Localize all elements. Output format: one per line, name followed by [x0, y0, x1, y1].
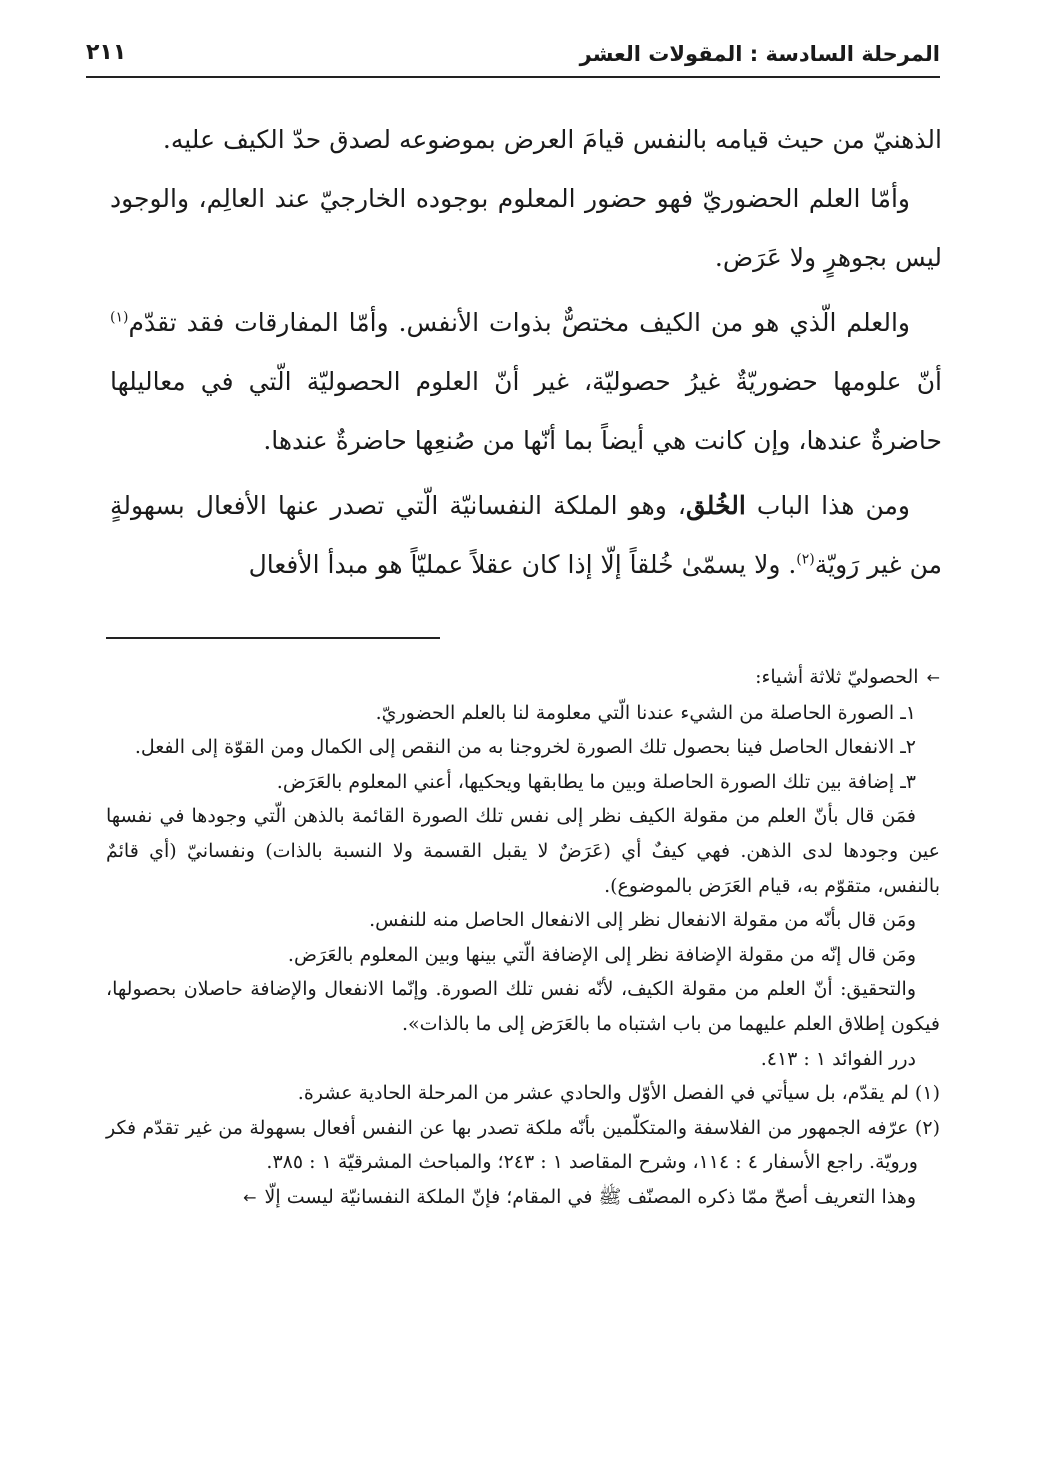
paragraph: ومن هذا الباب الخُلق، وهو الملكة النفسانيّة الّتي تصدر عنها الأفعال بسهولةٍ من غير رَويّة$^{(٢)}$. ولا يسمّىٰ خُلقاً إلّا إذا كان عقلاً عمليّاً هو مبدأ الأفعال: [110, 491, 942, 579]
footnote-2: (٢) عرّفه الجمهور من الفلاسفة والمتكلّمين بأنّه ملكة تصدر بها عن النفس أفعال بسهولة من غير تقدّم فكر ورويّة. راجع الأسفار ٤ : ١١٤، وشرح المقاصد ١ : ٢٤٣؛ والمباحث المشرقيّة ١ : ٣٨٥.: [106, 1116, 940, 1174]
note-line: ومَن قال إنّه من مقولة الإضافة نظر إلى الإضافة الّتي بينها وبين المعلوم بالعَرَض.: [287, 943, 916, 966]
paragraph: والعلم الّذي هو من الكيف مختصٌّ بذوات الأنفس. وأمّا المفارقات فقد تقدّم$^{(١)}$ أنّ علومها حضوريّةٌ غيرُ حصوليّة، غير أنّ العلوم الحصوليّة الّتي في معاليلها حاضرةٌ عندها، وإن كانت هي أيضاً بما أنّها من صُنعِها حاضرةٌ عندها.: [110, 308, 942, 455]
footnote-ref[interactable]: (١): [110, 309, 129, 326]
note-line: ←الحصوليّ ثلاثة أشياء:: [755, 666, 940, 688]
page-number: ٢١١: [86, 40, 127, 65]
footnotes: [106, 660, 940, 1216]
footnote-1: (١) لم يقدّم، بل سيأتي في الفصل الأوّل والحادي عشر من المرحلة الحادية عشرة.: [297, 1082, 940, 1105]
continuation-arrow-icon: ←: [926, 668, 940, 687]
note-line: ومَن قال بأنّه من مقولة الانفعال نظر إلى الانفعال الحاصل منه للنفس.: [369, 909, 916, 932]
continuation-arrow-icon: ←: [243, 1187, 257, 1207]
note-line: وهذا التعريف أصحّ ممّا ذكره المصنّف ﷺ في المقام؛ فإنّ الملكة النفسانيّة ليست إلّا←: [243, 1185, 916, 1208]
note-line: ٢ـ الانفعال الحاصل فينا بحصول تلك الصورة لخروجنا به من النقص إلى الكمال ومن القوّة إلى الفعل.: [134, 736, 916, 759]
note-line: ١ـ الصورة الحاصلة من الشيء عندنا الّتي معلومة لنا بالعلم الحضوريّ.: [375, 701, 916, 724]
header-rule: [86, 76, 940, 78]
paragraph: وأمّا العلم الحضوريّ فهو حضور المعلوم بوجوده الخارجيّ عند العالِم، والوجود ليس بجوهرٍ ولا عَرَض.: [110, 184, 942, 272]
footnote-ref[interactable]: (٢): [796, 551, 815, 568]
header-title: المرحلة السادسة : المقولات العشر: [579, 42, 940, 66]
note-source: درر الفوائد ١ : ٤١٣.: [760, 1047, 916, 1070]
main-text: [110, 110, 942, 594]
footnote-separator: [106, 637, 440, 639]
running-header: [86, 38, 940, 78]
note-line: ٣ـ إضافة بين تلك الصورة الحاصلة وبين ما يطابقها ويحكيها، أعني المعلوم بالعَرَض.: [276, 770, 916, 793]
paragraph: الذهنيّ من حيث قيامه بالنفس قيامَ العرض بموضوعه لصدق حدّ الكيف عليه.: [162, 125, 942, 154]
bold-term: الخُلق: [685, 491, 746, 520]
note-line: والتحقيق: أنّ العلم من مقولة الكيف، لأنّه نفس تلك الصورة. وإنّما الانفعال والإضافة حاصلان بحصولها، فيكون إطلاق العلم عليهما من باب اشتباه ما بالعَرَض إلى ما بالذات».: [106, 978, 940, 1035]
note-line: فمَن قال بأنّ العلم من مقولة الكيف نظر إلى نفس تلك الصورة القائمة بالذهن الّتي وجودها في نفسها عين وجودها لدى الذهن. فهي كيفٌ أي (عَرَضٌ لا يقبل القسمة ولا النسبة بالذات) ونفسانيّ (أي قائمٌ بالنفس، متقوّم به، قيام العَرَض بالموضوع).: [106, 805, 940, 897]
